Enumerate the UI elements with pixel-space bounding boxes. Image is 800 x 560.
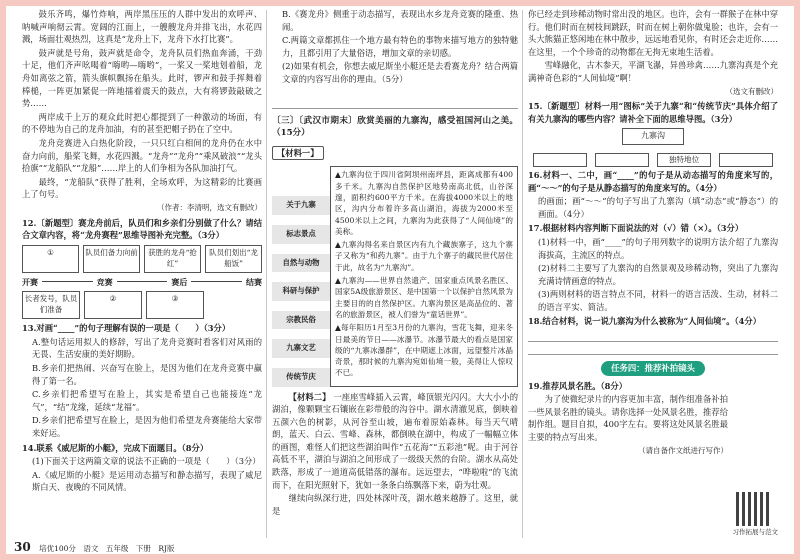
- question-15: 15.〔新题型〕材料一用“图标”关于九寨“和“传统节庆”具体介绍了有关九寨沟的哪些内容？请补全下面的思维导图。（3分）: [528, 101, 778, 124]
- question-19-text: 为了使微纪录片的内容更加丰富，制作组准备补拍一些风景名胜的镜头。请你选择一处风景名胜，推荐给制作组。题目自拟，400字左右。要将这处风景名胜最主要的特点写出来。: [528, 394, 728, 443]
- passage-paragraph: 最终，“龙船队”获得了胜利，全场欢呼，为这精彩的比赛画上了句号。: [22, 176, 262, 200]
- qr-label: 习作拓展与范文: [732, 528, 778, 536]
- question-14: 14.联系《威尼斯的小艇》，完成下面题目。（8分）: [22, 442, 209, 453]
- passage-paragraph: 鼓乐齐鸣，爆竹炸响，两岸黑压压的人群中发出的欢呼声、呐喊声响彻云霄。宽阔的江面上，一艘艘龙舟并排飞出，水花四溅，场面壮观热烈，这真是“龙舟上下，龙舟下水打比赛”。: [22, 9, 262, 45]
- tag-arts: 九寨文艺: [272, 339, 330, 358]
- question-13: 13.对画“____”的句子理解有误的一项是（ ）（3分）: [22, 323, 231, 334]
- material-two-text: 一座座雪峰插入云霄，峰顶银光闪闪。大大小小的湖泊，像颗颗宝石镶嵌在彩带般的沟谷中。湖水清澈见底，倒映着五颜六色的树影，从河谷至山坡，遍布着原始森林。每当天气晴朗，蓝天、白云、雪峰、森林，都倒映在湖中，构成了一幅幅立体的画图，难怪人们把这些湖泊叫作“五花海”“五彩池”呢。由于河谷高低不平，湖泊与湖泊之间形成了一级级天然的台阶。湖水从高处跌落，形成了一道道高低错落的瀑布。远远望去，“哗啦啦”的飞流而下，在阳光照射下，犹如一条条白练飘落下来，蔚为壮观。: [272, 391, 518, 490]
- mindmap-box: 长者发号，队员们准备: [22, 291, 80, 319]
- material-paragraph: ▲每年阳历1月至3月份的九寨沟，雪花飞舞，迎来冬日最美的节日——冰瀑节。冰瀑节最大的看点是国家级的“九寨冰瀑群”，在中期遮上冰面，远望整片冰晶奇景，那时候的九寨沟宛如仙境一般，美得让人惊叹不已。: [335, 323, 513, 378]
- source-note: （作者：李清明，选文有删改）: [157, 202, 262, 212]
- judgement-item[interactable]: (1)材料一中，画“____”的句子用列数字的说明方法介绍了九寨沟海拔高，主流区的特点。: [538, 236, 778, 260]
- judgement-item[interactable]: (2)材料二主要写了九寨沟的自然景观及珍稀动物，突出了九寨沟充满诗情画意的特点。: [538, 263, 778, 286]
- material-two: [272, 391, 518, 492]
- material-two-label: 【材料二】: [288, 391, 331, 402]
- flow-stage: 开赛: [22, 276, 38, 287]
- question-16-detail: 的画面；画“～～”的句子写出了九寨沟（填“动态”或“静态”）的画面。（4分）: [538, 196, 778, 219]
- tag-festival: 传统节庆: [272, 368, 330, 387]
- flow-stage: 赛后: [171, 276, 188, 287]
- question-18: 18.结合材料，说一说九寨沟为什么被称为“人间仙境”。（4分）: [528, 316, 762, 327]
- column-right: [528, 8, 778, 458]
- question-14-1: (1)下面关于这两篇文章的说法不正确的一项是（ ）（3分）: [32, 456, 261, 467]
- writing-note: （请自备作文纸进行写作）: [638, 445, 728, 455]
- mindmap-branches: [533, 153, 773, 167]
- material-two-tail: 继续向纵深行进，四处林深叶茂，湖水越来越静了。这里，就是: [272, 493, 518, 516]
- option-b[interactable]: B.乡亲们把热闹、兴奋写在脸上，是因为他们在龙舟竞赛中赢得了第一名。: [32, 363, 262, 386]
- material-paragraph: ▲九寨沟——世界自然遗产、国家重点风景名胜区、国家5A级旅游景区、是中国第一个以保护自然风景为主要目的的自然保护区。九寨沟景区是高品位的、著名的旅游景区，被人们誉为“童话世界”。: [335, 276, 513, 319]
- mindmap-leaf[interactable]: [533, 153, 587, 167]
- tag-landmarks: 标志景点: [272, 225, 330, 244]
- mindmap-box: 队员们备力向前: [83, 245, 140, 273]
- mindmap-leaf: 独特地位: [657, 153, 711, 167]
- option-c[interactable]: C.乡亲们把希望写在脸上，其实是希望自己也能接连“龙气”，“结”龙缘，延续“龙福”。: [32, 389, 262, 412]
- question-12: 12.〔新题型〕赛龙舟前后，队员们和乡亲们分别做了什么？请结合文章内容，将“龙舟赛程”思维导图补充完整。（3分）: [22, 217, 262, 241]
- column-divider: [266, 10, 267, 538]
- jiuzhaigou-mindmap: [528, 128, 778, 167]
- race-flow: [22, 276, 262, 289]
- passage-paragraph: 雪峰融化，古木参天，平湖飞瀑，异兽珍禽……九寨沟真是个充满神奇色彩的“人间仙境”啊！: [528, 60, 778, 83]
- material-tags: [272, 166, 330, 386]
- section-three-title: 〔三〕〔武汉市期末〕欣赏美丽的九寨沟，感受祖国河山之美。（15分）: [272, 115, 518, 139]
- option-c[interactable]: C.两篇文章都抓住一个地方最有特色的事物来描写地方的独特魅力，且都引用了大量俗语，增加文章的亲切感。: [282, 35, 518, 58]
- mindmap-leaf[interactable]: [595, 153, 649, 167]
- option-a[interactable]: A.《威尼斯的小艇》是运用动态描写和静态描写，表现了威尼斯白天、夜晚的不同风情。: [32, 469, 262, 493]
- mindmap-box[interactable]: ②: [84, 291, 142, 319]
- question-14-2: (2)如果有机会，你想去威尼斯坐小艇还是去看赛龙舟？结合两篇文章的内容写出你的理由。（5分）: [282, 61, 518, 84]
- mindmap-box: 获胜的龙舟“抢红”: [144, 245, 201, 273]
- mindmap-box[interactable]: ③: [146, 291, 204, 319]
- flow-stage: 结赛: [246, 276, 263, 287]
- question-16: 16.材料一、二中，画“____”的句子是从动态描写的角度来写的，画“～～”的句子是从静态描写的角度来写的。（4分）: [528, 169, 778, 193]
- question-17: 17.根据材料内容判断下面说法的对（√）错（×）。（3分）: [528, 223, 744, 234]
- mindmap-box[interactable]: ①: [22, 245, 79, 273]
- footer-text: 培优100分 语文 五年级 下册 RJ版: [39, 544, 175, 553]
- judgement-item[interactable]: (3)两则材料的语言特点不同，材料一的语言活泼、生动，材料二的语言平实、简洁。: [538, 289, 778, 312]
- mindmap-root: 九寨沟: [622, 128, 684, 145]
- mindmap-top-row: [22, 245, 262, 273]
- material-one-body: [330, 166, 518, 386]
- material-one: [272, 166, 518, 386]
- option-b[interactable]: B.《赛龙舟》侧重于动态描写，表现出水乡龙舟竞赛的隆重、热闹。: [282, 9, 518, 32]
- option-a[interactable]: A.整句话运用拟人的修辞，写出了龙舟竞赛时看客们对风雨的无畏、生活安康的美好期盼。: [32, 336, 262, 360]
- option-d[interactable]: D.乡亲们把希望写在脸上，是因为他们希望龙舟赛能给大家带来好运。: [32, 415, 262, 439]
- column-left: [22, 8, 262, 495]
- material-paragraph: ▲九寨沟位于四川省阿坝州南坪县，距离成都有400多千米。九寨沟自然保护区地势南高北低，山谷深邃，面积约600平方千米。在海拔4000米以上的地区，沟内分布着许多高山湖泊，海拔为2000米至4500米以上之间，九寨沟为此获得了“人间仙境”的美称。: [335, 170, 513, 236]
- material-paragraph: ▲九寨沟得名来自景区内有九个藏族寨子，这九个寨子又称为“和药九寨”。由于九个寨子的藏民世代居住于此，故名为“九寨沟”。: [335, 240, 513, 272]
- passage-paragraph: 龙舟竞赛进入白热化阶段，一只只红白相间的龙舟仍在水中奋力向前，船桨飞舞，水花四溅。“龙舟”“龙舟”“乘风破浪”“龙头拾旗”“龙船队”“龙船”……岸上的人们争相为各队加油打气。: [22, 137, 262, 174]
- mindmap-box: 队员们划出“龙船饭”: [205, 245, 262, 273]
- page-number: 30: [14, 540, 31, 554]
- flow-stage: 竞赛: [96, 276, 113, 287]
- source-note: （选文有删改）: [725, 86, 778, 96]
- task-four-banner: 任务四：推荐补拍镜头: [528, 361, 778, 376]
- material-one-label: 【材料一】: [272, 146, 324, 161]
- tag-about: 关于九寨: [272, 196, 330, 215]
- answer-line[interactable]: [272, 88, 518, 109]
- passage-paragraph: 你已经走到珍稀动物时常出没的地区。也许，会有一群猴子在林中穿行。他们时而在树枝间跳跃，时而在树上朝你做鬼脸；也许，会有一头大熊猫正悠闲地在林中散步，远远地看见你，有时还会走近你……在这里，一个个珍奇的动物都在无拘无束地生活着。: [528, 9, 778, 57]
- answer-line[interactable]: [528, 342, 778, 355]
- answer-line[interactable]: [528, 329, 778, 342]
- tag-religion: 宗教民俗: [272, 311, 330, 330]
- passage-paragraph: 两岸成千上万的观众此时把心都提到了一种激动的场面，有的不停地为自己的龙舟加油，有的甚至把帽子扔在了空中。: [22, 111, 262, 135]
- question-19: 19.推荐风景名胜。（8分）: [528, 380, 628, 391]
- column-middle: [272, 8, 518, 518]
- column-divider: [522, 10, 523, 538]
- mindmap-bottom-row: [22, 291, 262, 319]
- tag-research: 科研与保护: [272, 282, 330, 301]
- mindmap-leaf[interactable]: [719, 153, 773, 167]
- tag-nature: 自然与动物: [272, 254, 330, 273]
- page-footer: [14, 540, 175, 554]
- passage-paragraph: 鼓声就是号角，鼓声就是命令，龙舟队员们热血奔涌，干劲十足，他们齐声吆喝着“嗨哟—嗨哟”，一桨又一桨地划着船，龙舟如离弦之箭，箭头旗帜飘扬在船头。此时，锣声和鼓手挥舞着棒槌，一阵更加紧促一阵地擂着震天的鼓点，大有将锣鼓敲破之势……: [22, 47, 262, 109]
- qr-code-icon[interactable]: [736, 492, 770, 526]
